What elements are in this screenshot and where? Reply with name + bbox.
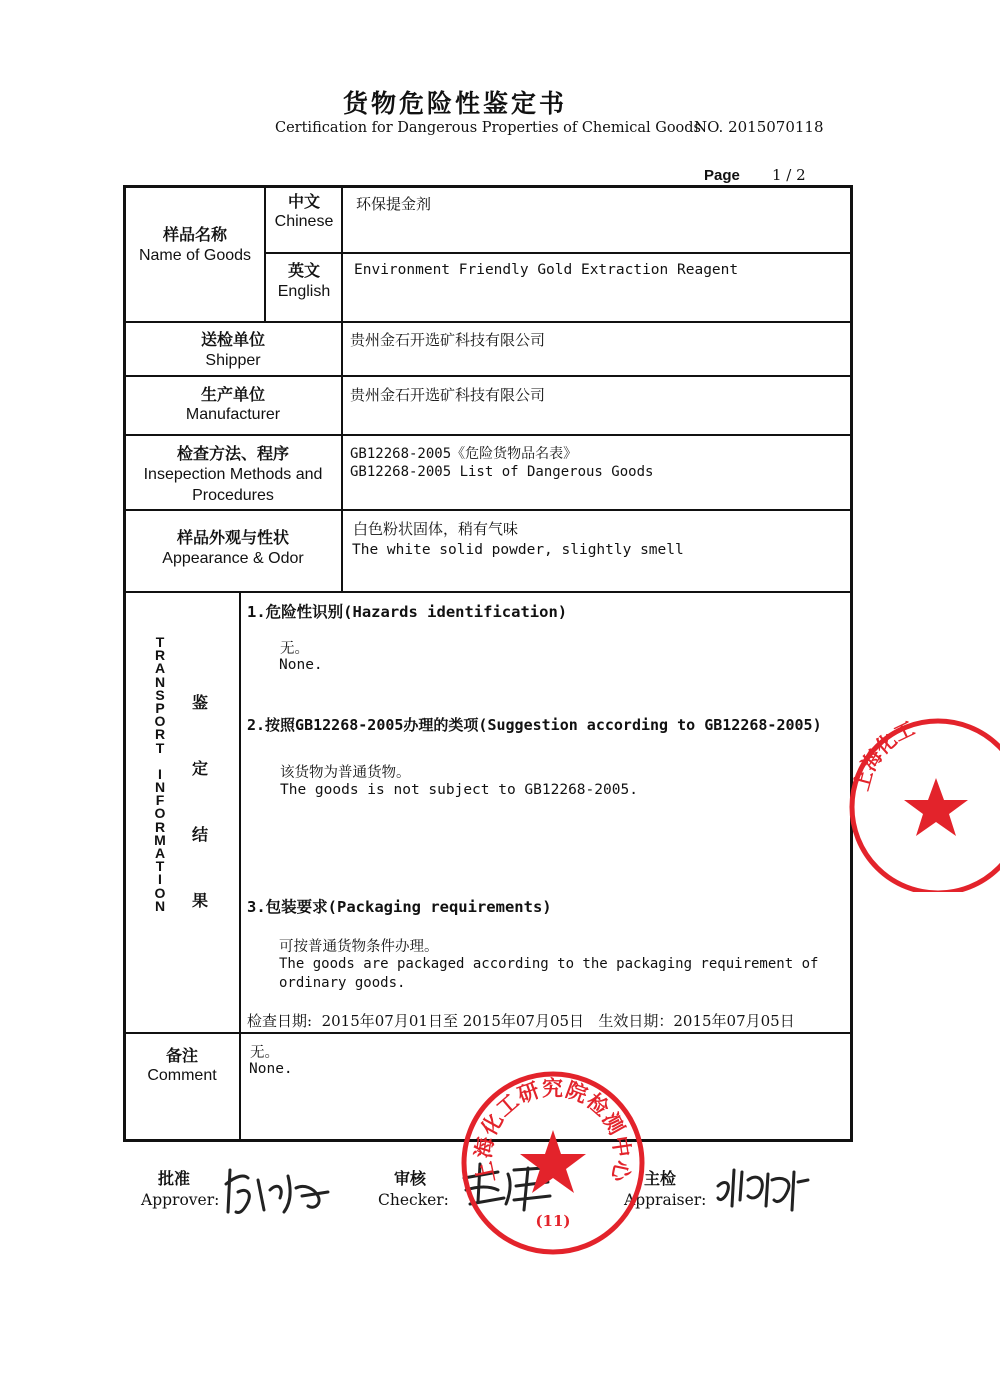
goods-chinese-name: 环保提金剂 [356,195,432,213]
inspection-dates: 检查日期: 2015年07月01日至 2015年07月05日 生效日期：2015年07月05日 [247,1012,795,1030]
document-title-zh: 货物危险性鉴定书 [342,89,567,118]
checker-label-zh: 审核 [394,1169,427,1188]
shipper-label-en: Shipper [205,352,261,369]
checker-label-en: Checker: [378,1191,449,1209]
appraiser-label-en: Appraiser: [624,1191,707,1209]
certificate-number: NO. 2015070118 [694,118,824,136]
appearance-label-zh: 样品外观与性状 [176,528,289,547]
inspection-label-zh: 检查方法、程序 [176,444,289,463]
appearance-value-zh: 白色粉状固体，稍有气味 [353,520,519,538]
inspection-label-en-2: Procedures [192,487,274,504]
page-number: 1 / 2 [772,166,806,184]
comment-label-en: Comment [147,1067,217,1084]
inspection-value-en: GB12268-2005 List of Dangerous Goods [350,464,654,480]
packaging-zh: 可按普通货物条件办理。 [279,939,439,955]
manufacturer-label-en: Manufacturer [185,406,281,423]
hazards-identification-zh: 无。 [280,641,309,657]
comment-value-zh: 无。 [250,1045,279,1061]
chinese-label-zh: 中文 [287,192,320,211]
side-seal-text: 上海化工 [848,715,919,794]
inspection-label-en-1: Insepection Methods and [143,466,323,483]
packaging-en-line-2: ordinary goods. [279,975,406,991]
svg-text:上海化工 [849,716,918,793]
shipper-value: 贵州金石开选矿科技有限公司 [350,331,546,349]
transport-information-vertical-label: T R A N S P O R T I N F O R M A T I O N [154,634,166,914]
appearance-value-en: The white solid powder, slightly smell [352,542,684,558]
packaging-en-line-1: The goods are packaged according to the packaging requirement of [279,956,819,972]
appraiser-label-zh: 主检 [644,1169,677,1188]
approver-signature [218,1162,338,1220]
suggestion-en: The goods is not subject to GB12268-2005. [280,782,638,798]
goods-label-zh: 样品名称 [162,225,227,244]
suggestion-zh: 该货物为普通货物。 [280,765,411,781]
appearance-label-en: Appearance & Odor [162,550,304,567]
seal-number: (11) [535,1212,571,1230]
inspection-value-zh: GB12268-2005《危险货物品名表》 [350,446,578,462]
side-seal [838,712,1000,892]
packaging-heading: 3.包装要求(Packaging requirements) [247,898,552,916]
hazards-identification-heading: 1.危险性识别(Hazards identification) [247,603,568,621]
comment-label-zh: 备注 [165,1046,198,1065]
seal-text: 上海化工研究院检测中心 [470,1075,636,1186]
comment-value-en: None. [249,1061,293,1077]
appraisal-result-vertical-label: 鉴 定 结 果 [192,693,209,910]
document-title-en: Certification for Dangerous Properties of Chemical Goods [275,120,702,136]
page-label: Page [704,167,740,184]
official-seal [458,1068,648,1258]
goods-label-en: Name of Goods [138,247,252,264]
suggestion-heading: 2.按照GB12268-2005办理的类项(Suggestion according to GB12268-2005) [247,716,822,734]
appraiser-signature [712,1160,812,1216]
english-label-zh: 英文 [287,261,320,280]
manufacturer-label-zh: 生产单位 [200,385,265,404]
english-label-en: English [277,283,331,300]
chinese-label-en: Chinese [274,213,334,230]
approver-label-en: Approver: [141,1191,220,1209]
manufacturer-value: 贵州金石开选矿科技有限公司 [350,386,546,404]
shipper-label-zh: 送检单位 [200,330,265,349]
goods-english-name: Environment Friendly Gold Extraction Reagent [354,262,739,278]
hazards-identification-en: None. [279,657,323,673]
approver-label-zh: 批准 [158,1169,191,1188]
